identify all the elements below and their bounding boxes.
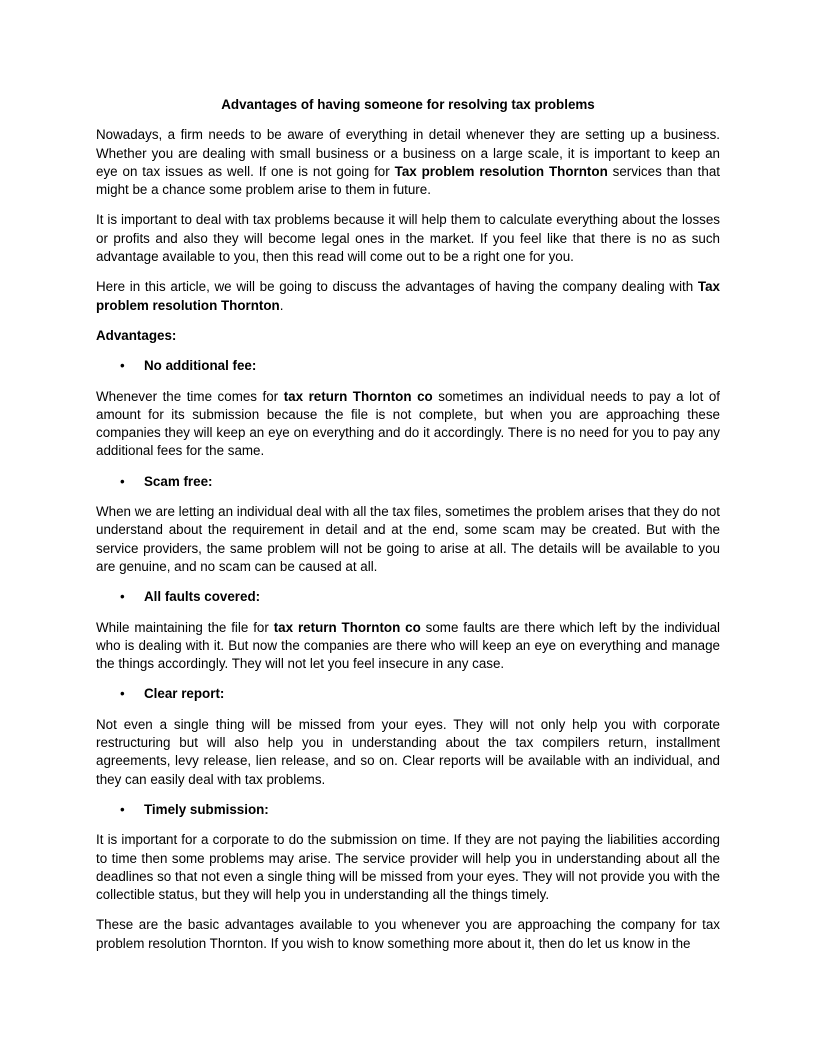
section-text-bold: tax return Thornton co: [273, 619, 421, 635]
section-paragraph-clear-report: Not even a single thing will be missed from your eyes. They will not only help you with corporate restructuring but will also help you in understanding about the tax compilers return, installment agreements, levy release, lien release, and so on. Clear reports will be available with an individual, and they can easily deal with tax problems.: [96, 716, 720, 787]
section-text-a: While maintaining the file for: [96, 619, 274, 635]
bullet-no-additional-fee: [96, 357, 720, 375]
third-paragraph: [96, 278, 720, 315]
bullet-heading: Scam free:: [144, 473, 213, 489]
second-paragraph: It is important to deal with tax problems because it will help them to calculate everything about the losses or profits and also they will become legal ones in the market. If you feel like that there is no as such advantage available to you, then this read will come out to be a right one for you.: [96, 212, 720, 265]
third-text-a: Here in this article, we will be going to discuss the advantages of having the company dealing with: [96, 279, 698, 295]
third-text-c: .: [279, 297, 284, 313]
bullet-all-faults-covered: [96, 588, 720, 606]
intro-text-c: services than that might be a chance some problem arise to them in future.: [96, 163, 720, 198]
section-text-a: Whenever the time comes for: [96, 388, 284, 404]
intro-text-a: Nowadays, a firm needs to be aware of everything in detail whenever they are setting up a business. Whether you are dealing with small business or a business on a large scale, it is important to keep an eye on tax issues as well. If one is not going for: [96, 127, 720, 179]
bullet-clear-report: [96, 685, 720, 703]
document-title: Advantages of having someone for resolving tax problems: [221, 97, 595, 112]
section-text-bold: tax return Thornton co: [283, 388, 433, 404]
section-paragraph-timely-submission: It is important for a corporate to do the submission on time. If they are not paying the liabilities according to time then some problems may arise. The service provider will help you in understanding about all the deadlines so that not even a single thing will be missed from your eyes. They will not provide you with the collectible status, but they will help you in understanding all the things timely.: [96, 832, 720, 903]
bullet-heading: Timely submission:: [144, 801, 269, 817]
third-text-bold: Tax problem resolution Thornton: [96, 279, 720, 313]
bullet-icon: •: [120, 473, 125, 489]
intro-text-bold: Tax problem resolution Thornton: [394, 163, 608, 179]
bullet-timely-submission: [96, 801, 720, 819]
bullet-icon: •: [120, 589, 125, 605]
closing-paragraph: These are the basic advantages available to you whenever you are approaching the company for tax problem resolution Thornton. If you wish to know something more about it, then do let us know in the: [96, 917, 720, 951]
section-paragraph-all-faults-covered: [96, 619, 720, 674]
bullet-icon: •: [120, 801, 125, 817]
section-text-c: some faults are there which left by the individual who is dealing with it. But now the companies are there who will keep an eye on everything and manage the things accordingly. They will not let you feel insecure in any case.: [96, 619, 720, 672]
bullet-icon: •: [120, 686, 125, 702]
bullet-heading: All faults covered:: [144, 589, 261, 605]
bullet-heading: Clear report:: [144, 686, 225, 702]
section-paragraph-no-additional-fee: [96, 388, 720, 461]
bullet-scam-free: [96, 473, 720, 491]
bullet-heading: No additional fee:: [144, 358, 257, 374]
section-paragraph-scam-free: When we are letting an individual deal with all the tax files, sometimes the problem arises that they do not understand about the requirement in detail and at the end, some scam may be created. But with the service providers, the same problem will not be going to arise at all. The details will be available to you are genuine, and no scam can be caused at all.: [96, 504, 720, 574]
advantages-heading: Advantages:: [96, 327, 177, 343]
bullet-icon: •: [120, 358, 125, 374]
intro-paragraph: [96, 126, 720, 199]
section-text-c: sometimes an individual needs to pay a lot of amount for its submission because the file is not complete, but when you are approaching these companies they will keep an eye on everything and do it accordingly. There is no need for you to pay any additional fees for the same.: [96, 388, 720, 459]
